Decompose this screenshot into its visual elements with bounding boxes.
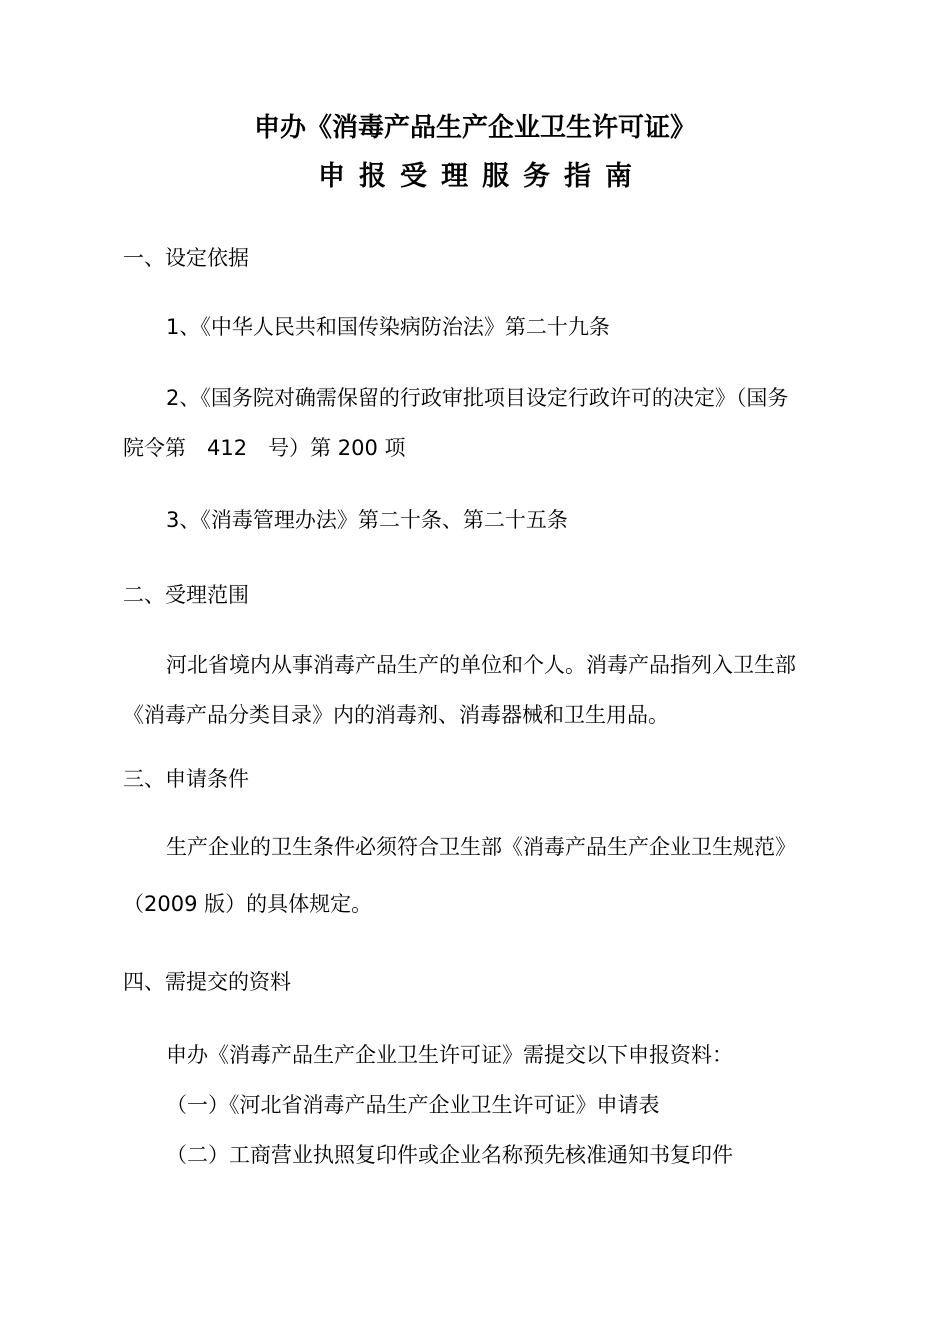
- section-heading-scope: 二、受理范围: [123, 583, 249, 607]
- section-heading-conditions: 三、申请条件: [123, 767, 249, 791]
- basis-item-3: 3、《消毒管理办法》第二十条、第二十五条: [166, 508, 568, 532]
- basis-item-1: 1、《中华人民共和国传染病防治法》第二十九条: [166, 315, 610, 339]
- basis-item-2-line-2: 院令第 412 号）第 200 项: [123, 436, 406, 460]
- scope-paragraph-line-1: 河北省境内从事消毒产品生产的单位和个人。消毒产品指列入卫生部: [166, 653, 796, 677]
- materials-item-2: （二）工商营业执照复印件或企业名称预先核准通知书复印件: [166, 1143, 733, 1167]
- conditions-paragraph-line-2: （2009 版）的具体规定。: [123, 892, 373, 916]
- section-heading-basis: 一、设定依据: [123, 246, 249, 270]
- materials-intro: 申办《消毒产品生产企业卫生许可证》需提交以下申报资料：: [166, 1043, 733, 1067]
- materials-item-1: （一）《河北省消毒产品生产企业卫生许可证》申请表: [166, 1093, 660, 1117]
- basis-item-2-line-1: 2、《国务院对确需保留的行政审批项目设定行政许可的决定》（国务: [166, 386, 789, 410]
- section-heading-materials: 四、需提交的资料: [123, 970, 291, 994]
- document-title: 申办《消毒产品生产企业卫生许可证》: [253, 113, 696, 143]
- document-subtitle: 申报受理服务指南: [318, 161, 646, 192]
- conditions-paragraph-line-1: 生产企业的卫生条件必须符合卫生部《消毒产品生产企业卫生规范》: [166, 835, 796, 859]
- scope-paragraph-line-2: 《消毒产品分类目录》内的消毒剂、消毒器械和卫生用品。: [123, 703, 669, 727]
